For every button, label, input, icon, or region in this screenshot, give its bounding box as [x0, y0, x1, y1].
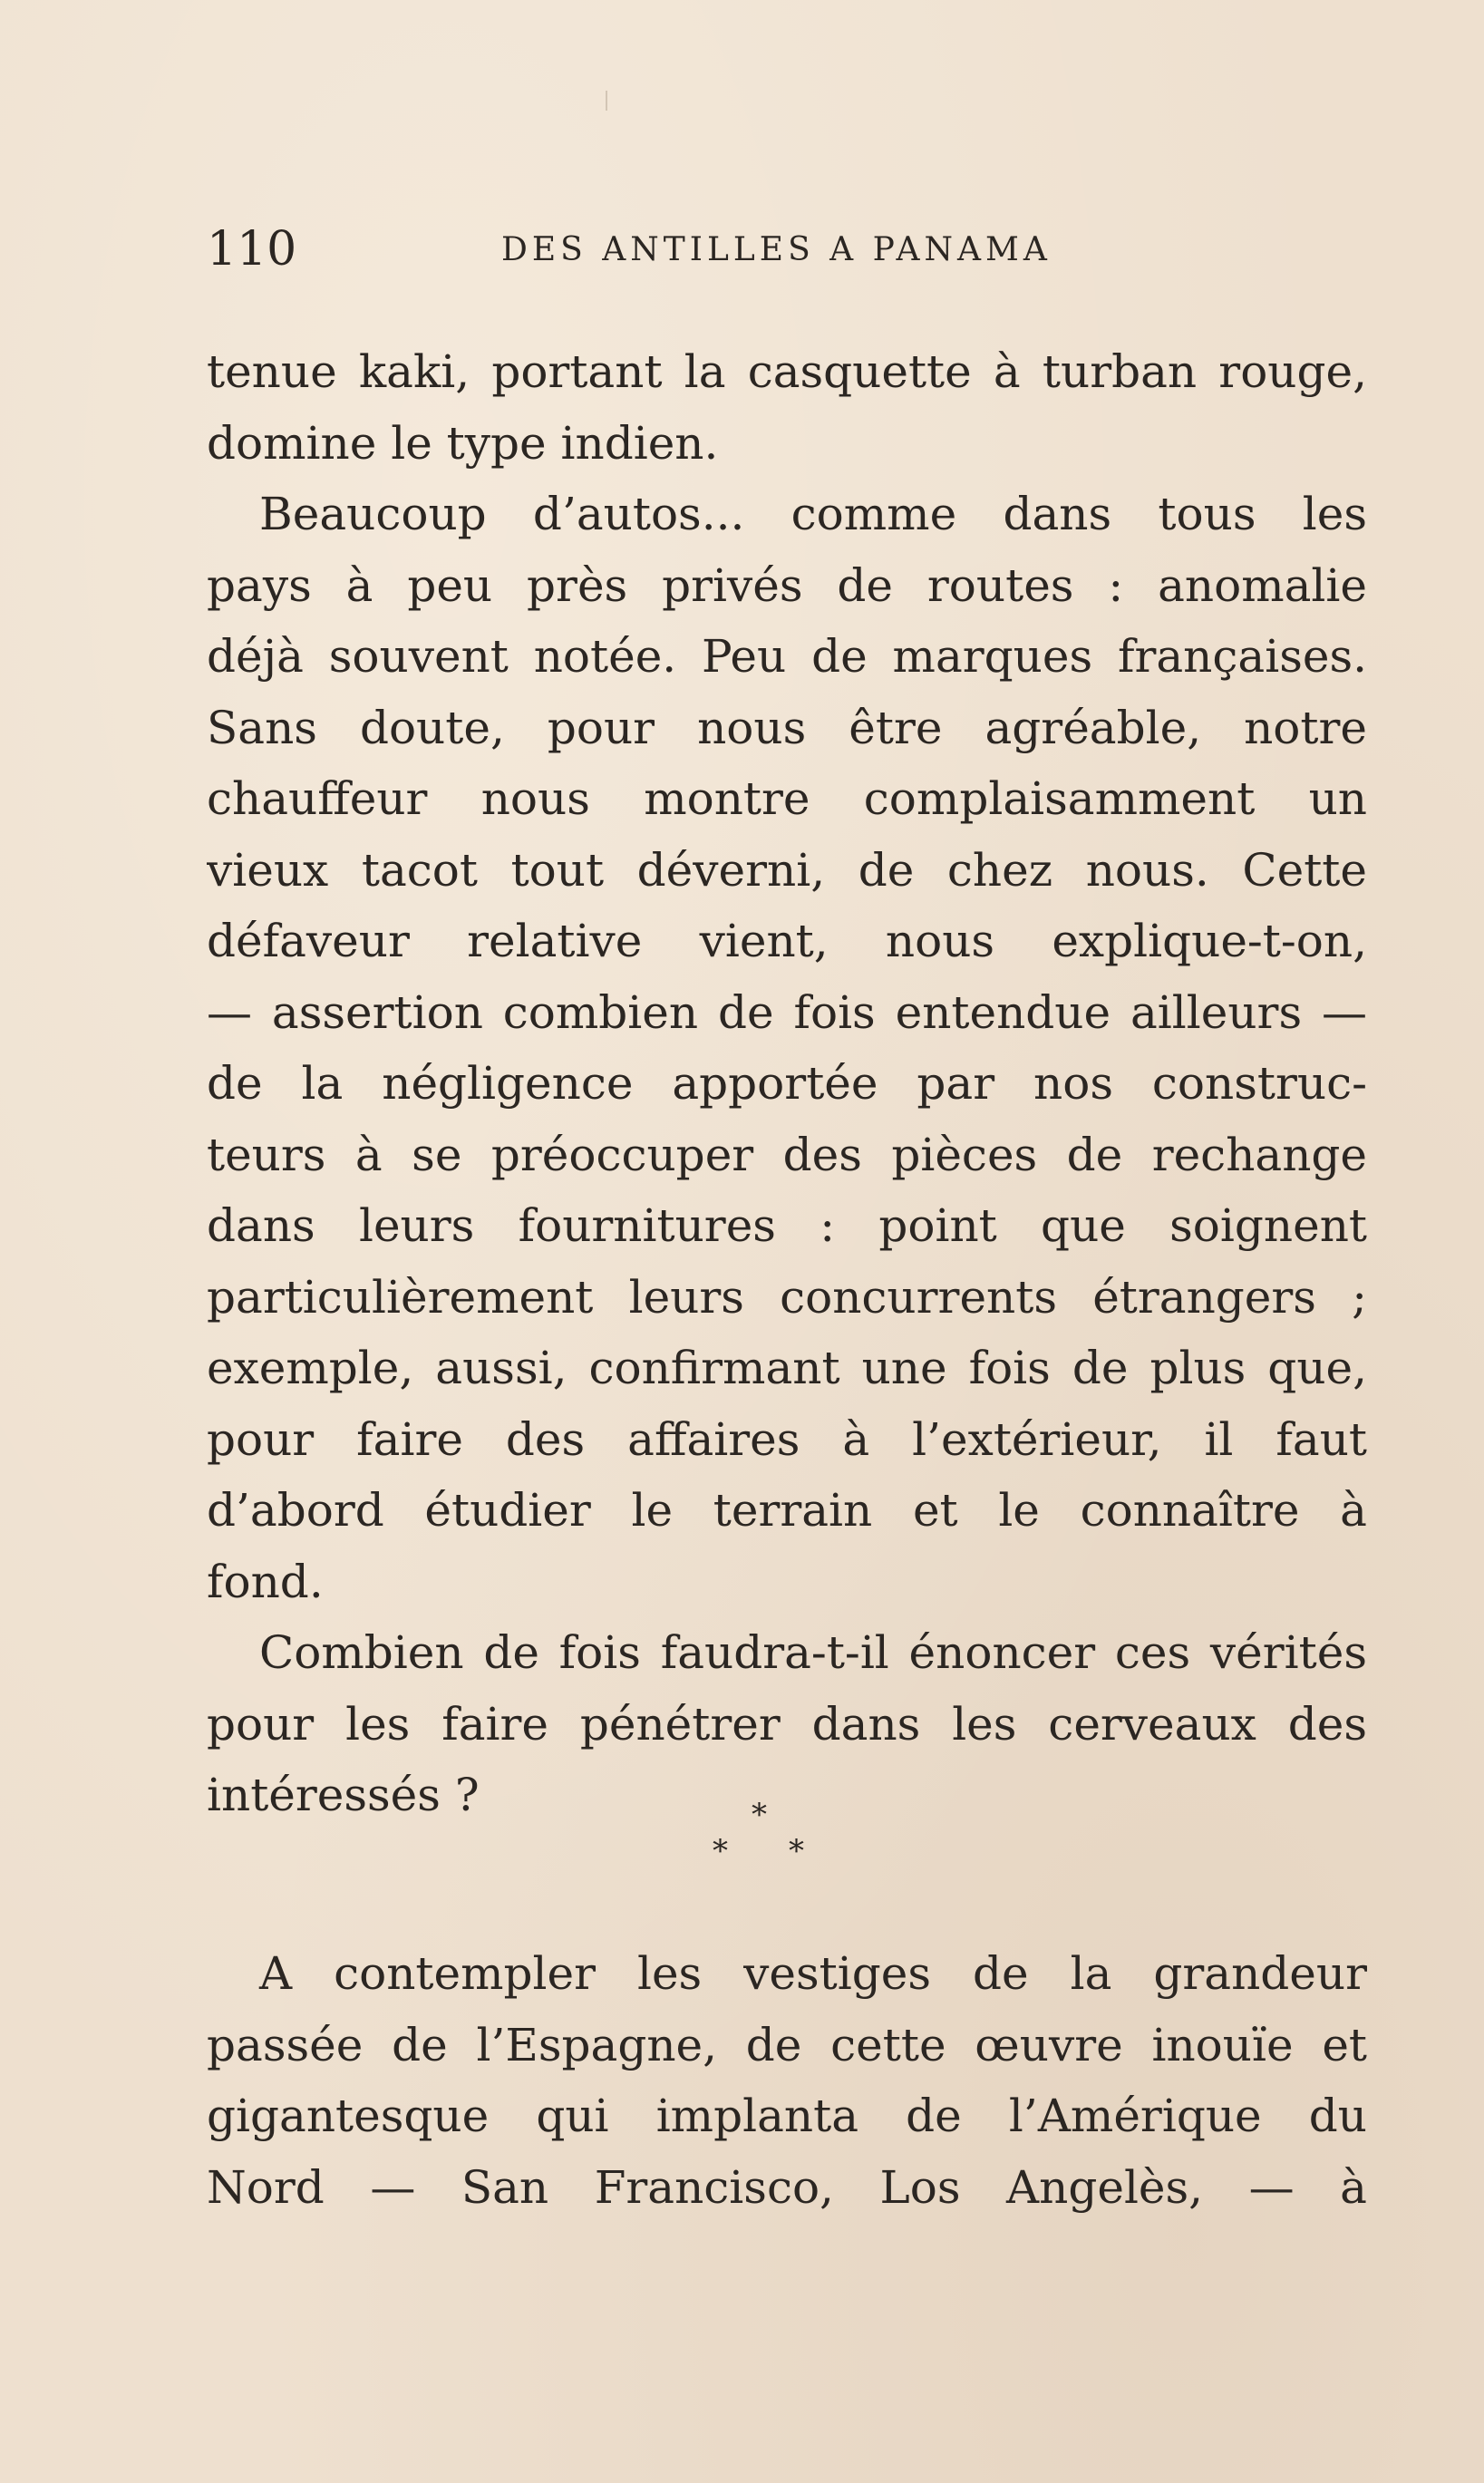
text-line: Combien de fois faudra-t-il énoncer ces vérités: [259, 1626, 1367, 1679]
text-line: exemple, aussi, confirmant une fois de plus que,: [207, 1342, 1367, 1394]
text-line: Beaucoup d’autos... comme dans tous les: [259, 488, 1367, 540]
asterism-star-right: *: [789, 1833, 804, 1869]
text-line: d’abord étudier le terrain et le connaître à: [207, 1484, 1367, 1537]
text-line: chauffeur nous montre complaisamment un: [207, 772, 1367, 825]
text-line: pour faire des affaires à l’extérieur, il faut: [207, 1412, 1367, 1466]
text-line: Sans doute, pour nous être agréable, notre: [207, 701, 1367, 754]
text-line: — assertion combien de fois entendue ailleurs —: [207, 985, 1367, 1039]
text-line: défaveur relative vient, nous explique-t-on,: [207, 915, 1367, 967]
text-line: pour les faire pénétrer dans les cerveaux des: [207, 1697, 1367, 1751]
text-line: fond.: [207, 1555, 324, 1608]
asterism-star-left: *: [713, 1833, 728, 1869]
page-header: [207, 218, 1367, 281]
asterism-section-break: [698, 1799, 825, 1890]
text-line: teurs à se préoccuper des pièces de rechange: [207, 1128, 1367, 1181]
paper-mark: [606, 91, 607, 111]
body-text-main: [207, 336, 1367, 1831]
text-line: dans leurs fournitures : point que soignent: [207, 1199, 1367, 1252]
asterism-star-top: *: [752, 1797, 767, 1833]
text-line: gigantesque qui implanta de l’Amérique du: [207, 2090, 1367, 2142]
text-line: vieux tacot tout déverni, de chez nous. Cette: [207, 843, 1367, 897]
text-line: déjà souvent notée. Peu de marques françaises.: [207, 630, 1367, 683]
text-line: domine le type indien.: [207, 416, 719, 470]
text-line: de la négligence apportée par nos construc-: [207, 1057, 1367, 1110]
page-number: 110: [207, 222, 297, 276]
text-line: tenue kaki, portant la casquette à turban rouge,: [207, 345, 1367, 398]
text-line: intéressés ?: [207, 1769, 480, 1821]
text-line: Nord — San Francisco, Los Angelès, — à: [207, 2160, 1367, 2214]
text-line: passée de l’Espagne, de cette œuvre inouïe et: [207, 2018, 1367, 2071]
text-line: particulièrement leurs concurrents étrangers ;: [207, 1270, 1367, 1324]
body-text-continued: [207, 1938, 1367, 2223]
text-line: A contempler les vestiges de la grandeur: [259, 1947, 1367, 2000]
running-title: DES ANTILLES A PANAMA: [501, 231, 1052, 268]
text-line: pays à peu près privés de routes : anomalie: [207, 558, 1367, 612]
